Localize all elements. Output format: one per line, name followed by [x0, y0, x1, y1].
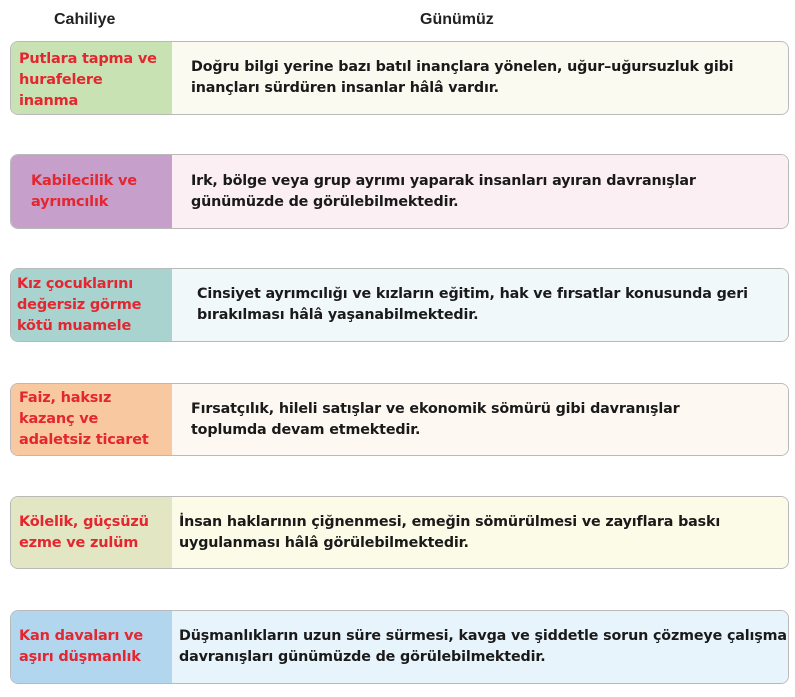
header-gunumuz: Günümüz: [420, 11, 494, 28]
cahiliye-cell: [11, 384, 172, 455]
gunumuz-text: Fırsatçılık, hileli satışlar ve ekonomik sömürü gibi davranışlar toplumda devam etmektedir.: [191, 400, 680, 438]
header-cahiliye: Cahiliye: [54, 11, 116, 28]
comparison-row: [10, 610, 789, 684]
cahiliye-cell: [11, 497, 172, 568]
comparison-row: [10, 154, 789, 229]
comparison-row: [10, 496, 789, 569]
cahiliye-text: Kız çocuklarını değersiz görme kötü muamele: [17, 275, 142, 334]
cahiliye-text: Kölelik, güçsüzü ezme ve zulüm: [19, 513, 149, 551]
comparison-row: [10, 268, 789, 342]
gunumuz-text: Irk, bölge veya grup ayrımı yaparak insanları ayıran davranışlar günümüzde de görülebilmektedir.: [191, 172, 696, 210]
cahiliye-text: Kan davaları ve aşırı düşmanlık: [19, 628, 144, 665]
gunumuz-cell: [172, 42, 788, 114]
cahiliye-cell: [11, 269, 172, 341]
gunumuz-text: Düşmanlıkların uzun süre sürmesi, kavga ve şiddetle sorun çözmeye çalışma davranışları günümüzde de görülebilmektedir.: [179, 628, 787, 665]
gunumuz-cell: [172, 384, 788, 455]
gunumuz-text: Cinsiyet ayrımcılığı ve kızların eğitim, hak ve fırsatlar konusunda geri bırakılması hâlâ yaşanabilmektedir.: [197, 286, 748, 323]
cahiliye-text: Putlara tapma ve hurafelere inanma: [19, 51, 157, 109]
gunumuz-text: İnsan haklarının çiğnenmesi, emeğin sömürülmesi ve zayıflara baskı uygulanması hâlâ görülebilmektedir.: [179, 513, 721, 551]
cahiliye-cell: [11, 155, 172, 228]
gunumuz-cell: [172, 269, 788, 341]
comparison-row: [10, 41, 789, 115]
gunumuz-text: Doğru bilgi yerine bazı batıl inançlara yönelen, uğur–uğursuzluk gibi inançları sürdüren insanlar hâlâ vardır.: [191, 59, 734, 96]
cahiliye-cell: [11, 611, 172, 683]
gunumuz-cell: [172, 611, 788, 683]
gunumuz-cell: [172, 155, 788, 228]
comparison-row: [10, 383, 789, 456]
gunumuz-cell: [172, 497, 788, 568]
cahiliye-text: Kabilecilik ve ayrımcılık: [31, 172, 137, 210]
cahiliye-text: Faiz, haksız kazanç ve adaletsiz ticaret: [19, 390, 149, 448]
cahiliye-cell: [11, 42, 172, 114]
